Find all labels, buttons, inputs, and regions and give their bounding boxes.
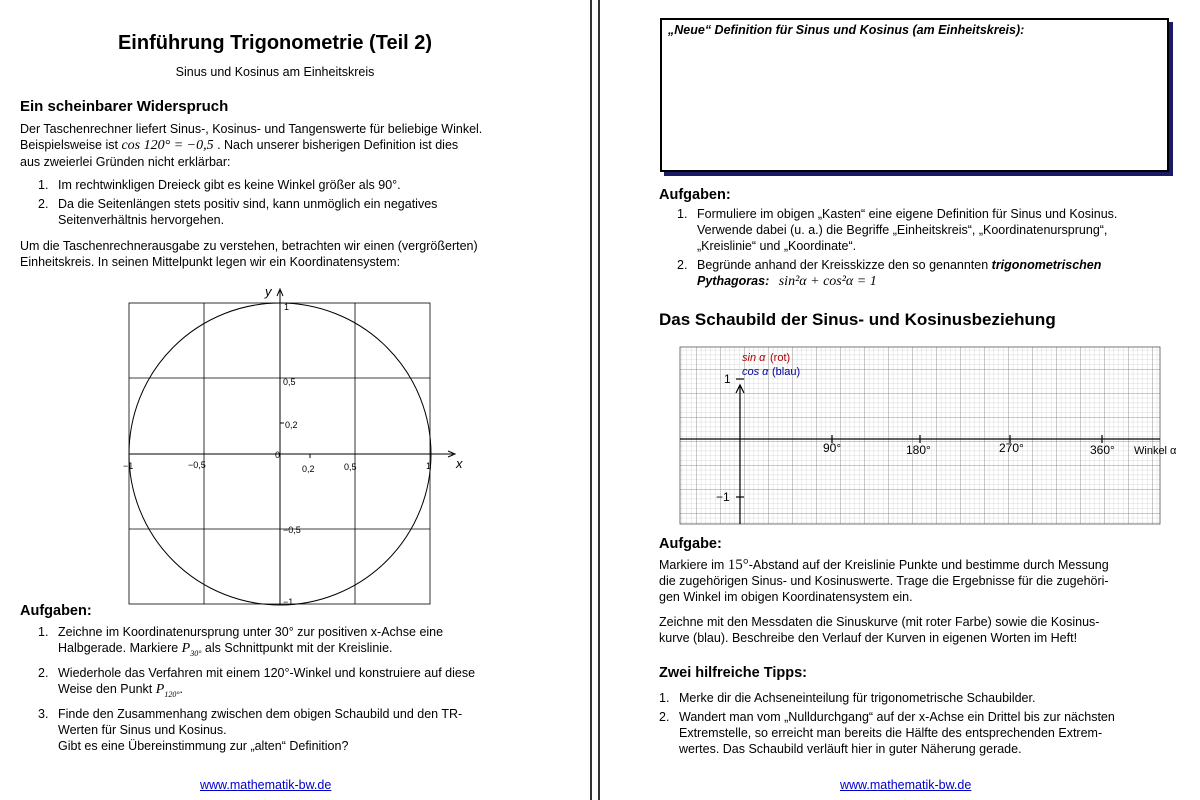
task-paragraph: Markiere im 15°-Abstand auf der Kreislinie Punkte und bestimme durch Messung die zugehörigen Sinus- und Kosinuswerte. Trage die Ergebnisse für die zugehöri- gen Winkel im obigen Koordinatensystem ein. xyxy=(659,557,1109,604)
x-axis-label: x xyxy=(456,456,463,471)
list-item: 1. Formuliere im obigen „Kasten“ eine eigene Definition für Sinus und Kosinus. Verwende dabei (u. a.) die Begriffe „Einheitskreis“, „Koordinatenursprung“, „Kreislinie“ und „Koordinate“. xyxy=(677,207,1118,253)
list-item: 2. Da die Seitenlängen stets positiv sind, kann unmöglich ein negatives Seitenverhältnis hervorgehen. xyxy=(38,197,438,227)
x-tick-02: 0,2 xyxy=(302,464,315,474)
list-item: 3. Finde den Zusammenhang zwischen dem obigen Schaubild und den TR- Werten für Sinus und Kosinus. Gibt es eine Übereinstimmung zur „alten“ Definition? xyxy=(38,706,463,753)
unit-circle-diagram xyxy=(120,283,480,613)
reasons-list xyxy=(38,177,518,231)
footer-link-right[interactable]: www.mathematik-bw.de xyxy=(840,778,972,792)
intro-paragraph-2: Um die Taschenrechnerausgabe zu verstehen, betrachten wir einen (vergrößerten) Einheitskreis. In seinen Mittelpunkt legen wir ein Koordinatensystem: xyxy=(20,239,478,269)
y-axis-label: y xyxy=(265,284,272,299)
intro-formula: cos 120° = −0,5 xyxy=(121,138,214,153)
sin-legend-label: sin α xyxy=(742,352,766,364)
definition-box-label: „Neue“ Definition für Sinus und Kosinus (am Einheitskreis): xyxy=(668,23,1025,37)
list-item: 1. Merke dir die Achseneinteilung für trigonometrische Schaubilder. xyxy=(659,691,1036,705)
section-heading-contradiction: Ein scheinbarer Widerspruch xyxy=(20,98,229,115)
cos-legend-suffix: (blau) xyxy=(772,366,801,378)
x-tick-05: 0,5 xyxy=(344,462,357,472)
definition-box[interactable] xyxy=(660,18,1169,172)
x-tick-m1: −1 xyxy=(123,461,134,471)
list-item: 1. Zeichne im Koordinatenursprung unter 30° zur positiven x-Achse eine Halbgerade. Markiere $P_{30^\circ}$ als Schnittpunkt mit der Kreislinie. xyxy=(38,625,444,658)
page-title: Einführung Trigonometrie (Teil 2) xyxy=(117,32,433,54)
cos-legend-label: cos α xyxy=(742,366,769,378)
x-tick-m05: −0,5 xyxy=(188,460,206,470)
tasks-list-right xyxy=(677,206,1182,293)
right-page xyxy=(605,0,1200,800)
tasks-heading-left: Aufgaben: xyxy=(20,603,92,619)
tips-list xyxy=(659,690,1184,760)
axes xyxy=(129,289,455,604)
tasks-list-left xyxy=(38,624,528,757)
graph-x-tick-360: 360° xyxy=(1090,443,1115,457)
list-item: 1. Im rechtwinkligen Dreieck gibt es keine Winkel größer als 90°. xyxy=(38,178,401,192)
origin-label: 0 xyxy=(275,450,281,460)
y-tick-05: 0,5 xyxy=(283,377,296,387)
y-tick-m1: −1 xyxy=(283,597,294,607)
tips-heading: Zwei hilfreiche Tipps: xyxy=(659,665,807,681)
graph-x-title: Winkel α xyxy=(1134,445,1177,457)
y-tick-m05: −0,5 xyxy=(283,525,301,535)
list-item: 2. Wiederhole das Verfahren mit einem 120°-Winkel und konstruiere auf diese Weise den Punkt $P_{120^\circ}$. xyxy=(38,665,476,699)
list-item: 2. Wandert man vom „Nulldurchgang“ auf der x-Achse ein Drittel bis zur nächsten Extremstelle, so erreicht man bereits die Hälfte des entsprechenden Extrem- wertes. Das Schaubild verläuft hier in guter Näherung gerade. xyxy=(659,710,1115,756)
point-p30: $P_{30^\circ}$ xyxy=(181,641,202,658)
task-heading: Aufgabe: xyxy=(659,536,722,552)
footer-link-left[interactable]: www.mathematik-bw.de xyxy=(200,778,332,792)
graph-y-tick-m1: −1 xyxy=(716,490,730,504)
point-p120: $P_{120^\circ}$ xyxy=(155,681,180,699)
sin-cos-graph xyxy=(672,345,1200,527)
y-tick-02: 0,2 xyxy=(285,420,298,430)
page-subtitle: Sinus und Kosinus am Einheitskreis xyxy=(175,65,375,79)
graph-x-tick-180: 180° xyxy=(906,443,931,457)
task-angle: 15° xyxy=(727,557,749,573)
y-tick-1: 1 xyxy=(284,302,290,312)
graph-x-tick-270: 270° xyxy=(999,441,1024,455)
left-page xyxy=(0,0,590,800)
page-divider-right xyxy=(598,0,600,800)
sin-legend-suffix: (rot) xyxy=(770,352,791,364)
graph-heading: Das Schaubild der Sinus- und Kosinusbeziehung xyxy=(659,310,1056,329)
pythagoras-formula: sin²α + cos²α = 1 xyxy=(778,274,877,289)
list-item: 2. Begründe anhand der Kreisskizze den so genannten trigonometrischen Pythagoras: sin²α + cos²α = 1 xyxy=(677,258,1102,289)
page-divider-left xyxy=(590,0,592,800)
tasks-heading-right: Aufgaben: xyxy=(659,187,731,203)
graph-y-tick-1: 1 xyxy=(724,372,731,386)
intro-paragraph: Der Taschenrechner liefert Sinus-, Kosinus- und Tangenswerte für beliebige Winkel. Beispielsweise ist cos 120° = −0,5 . Nach unserer bisherigen Definition ist dies aus zweierlei Gründen nicht erklärbar: xyxy=(20,122,483,169)
graph-x-tick-90: 90° xyxy=(823,441,842,455)
task-paragraph-2: Zeichne mit den Messdaten die Sinuskurve (mit roter Farbe) sowie die Kosinus- kurve (blau). Beschreibe den Verlauf der Kurven in eigenen Worten im Heft! xyxy=(659,615,1100,645)
x-tick-1: 1 xyxy=(426,461,432,471)
